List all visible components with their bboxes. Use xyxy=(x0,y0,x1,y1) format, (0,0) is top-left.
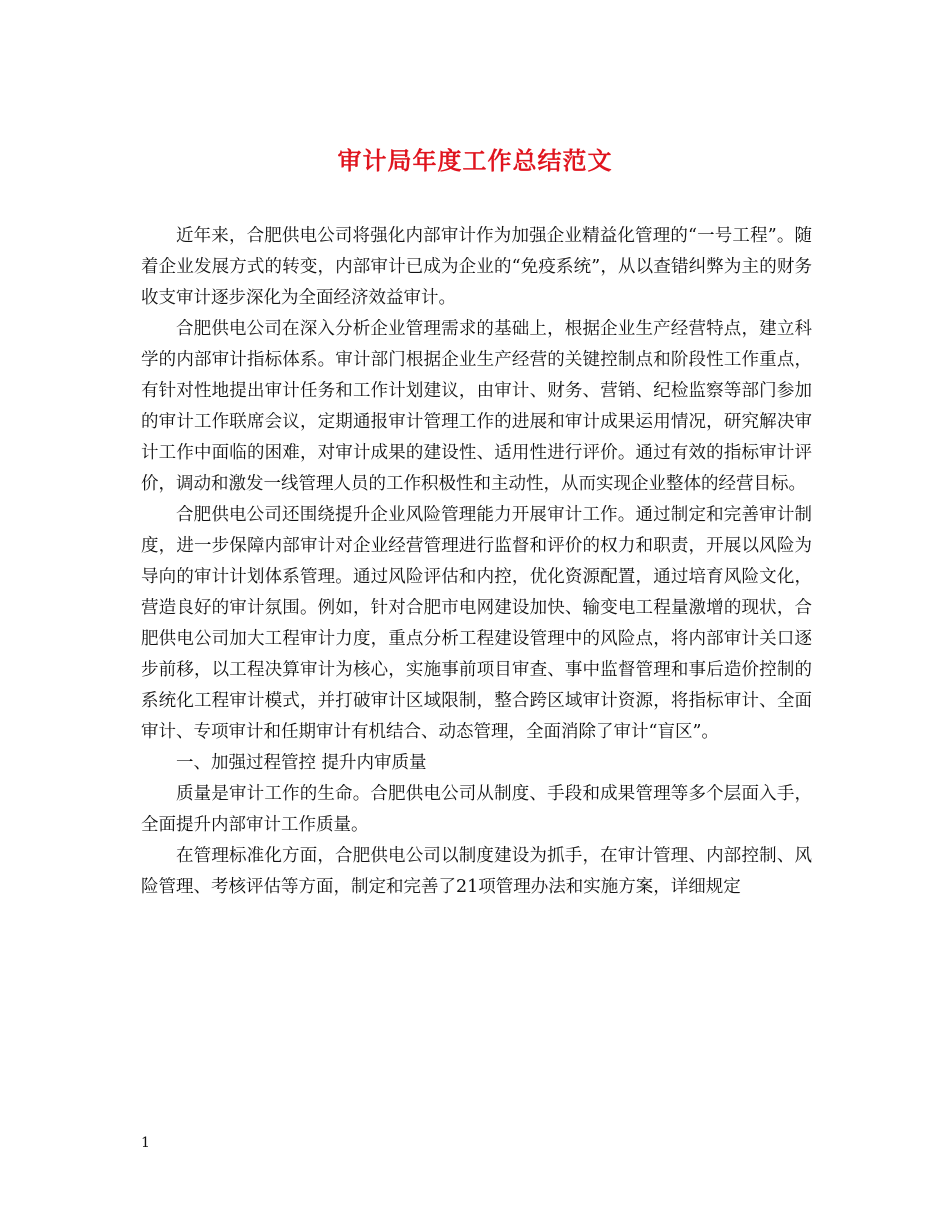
paragraph-risk-management: 合肥供电公司还围绕提升企业风险管理能力开展审计工作。通过制定和完善审计制度，进一步保障内部审计对企业经营管理进行监督和评价的权力和职责，开展以风险为导向的审计计划体系管理。通过风险评估和内控，优化资源配置，通过培育风险文化，营造良好的审计氛围。例如，针对合肥市电网建设加快、输变电工程量激增的现状，合肥供电公司加大工程审计力度，重点分析工程建设管理中的风险点，将内部审计关口逐步前移，以工程决算审计为核心，实施事前项目审查、事中监督管理和事后造价控制的系统化工程审计模式，并打破审计区域限制，整合跨区域审计资源，将指标审计、全面审计、专项审计和任期审计有机结合、动态管理，全面消除了审计“盲区”。 xyxy=(141,505,812,742)
section-heading-process-control: 一、加强过程管控 提升内审质量 xyxy=(176,753,427,773)
paragraph-standardization: 在管理标准化方面，合肥供电公司以制度建设为抓手，在审计管理、内部控制、风险管理、考核评估等方面，制定和完善了21项管理办法和实施方案，详细规定 xyxy=(141,846,812,897)
paragraph-quality: 质量是审计工作的生命。合肥供电公司从制度、手段和成果管理等多个层面入手，全面提升内部审计工作质量。 xyxy=(141,784,812,835)
document-body xyxy=(141,221,812,903)
paragraph-intro: 近年来，合肥供电公司将强化内部审计作为加强企业精益化管理的“一号工程”。随着企业发展方式的转变，内部审计已成为企业的“免疫系统”，从以查错纠弊为主的财务收支审计逐步深化为全面经济效益审计。 xyxy=(141,226,812,308)
page-number: 1 xyxy=(141,1135,150,1151)
paragraph-indicator-system: 合肥供电公司在深入分析企业管理需求的基础上，根据企业生产经营特点，建立科学的内部审计指标体系。审计部门根据企业生产经营的关键控制点和阶段性工作重点，有针对性地提出审计任务和工作计划建议，由审计、财务、营销、纪检监察等部门参加的审计工作联席会议，定期通报审计管理工作的进展和审计成果运用情况，研究解决审计工作中面临的困难，对审计成果的建设性、适用性进行评价。通过有效的指标审计评价，调动和激发一线管理人员的工作积极性和主动性，从而实现企业整体的经营目标。 xyxy=(141,319,812,494)
document-title: 审计局年度工作总结范文 xyxy=(337,147,613,175)
